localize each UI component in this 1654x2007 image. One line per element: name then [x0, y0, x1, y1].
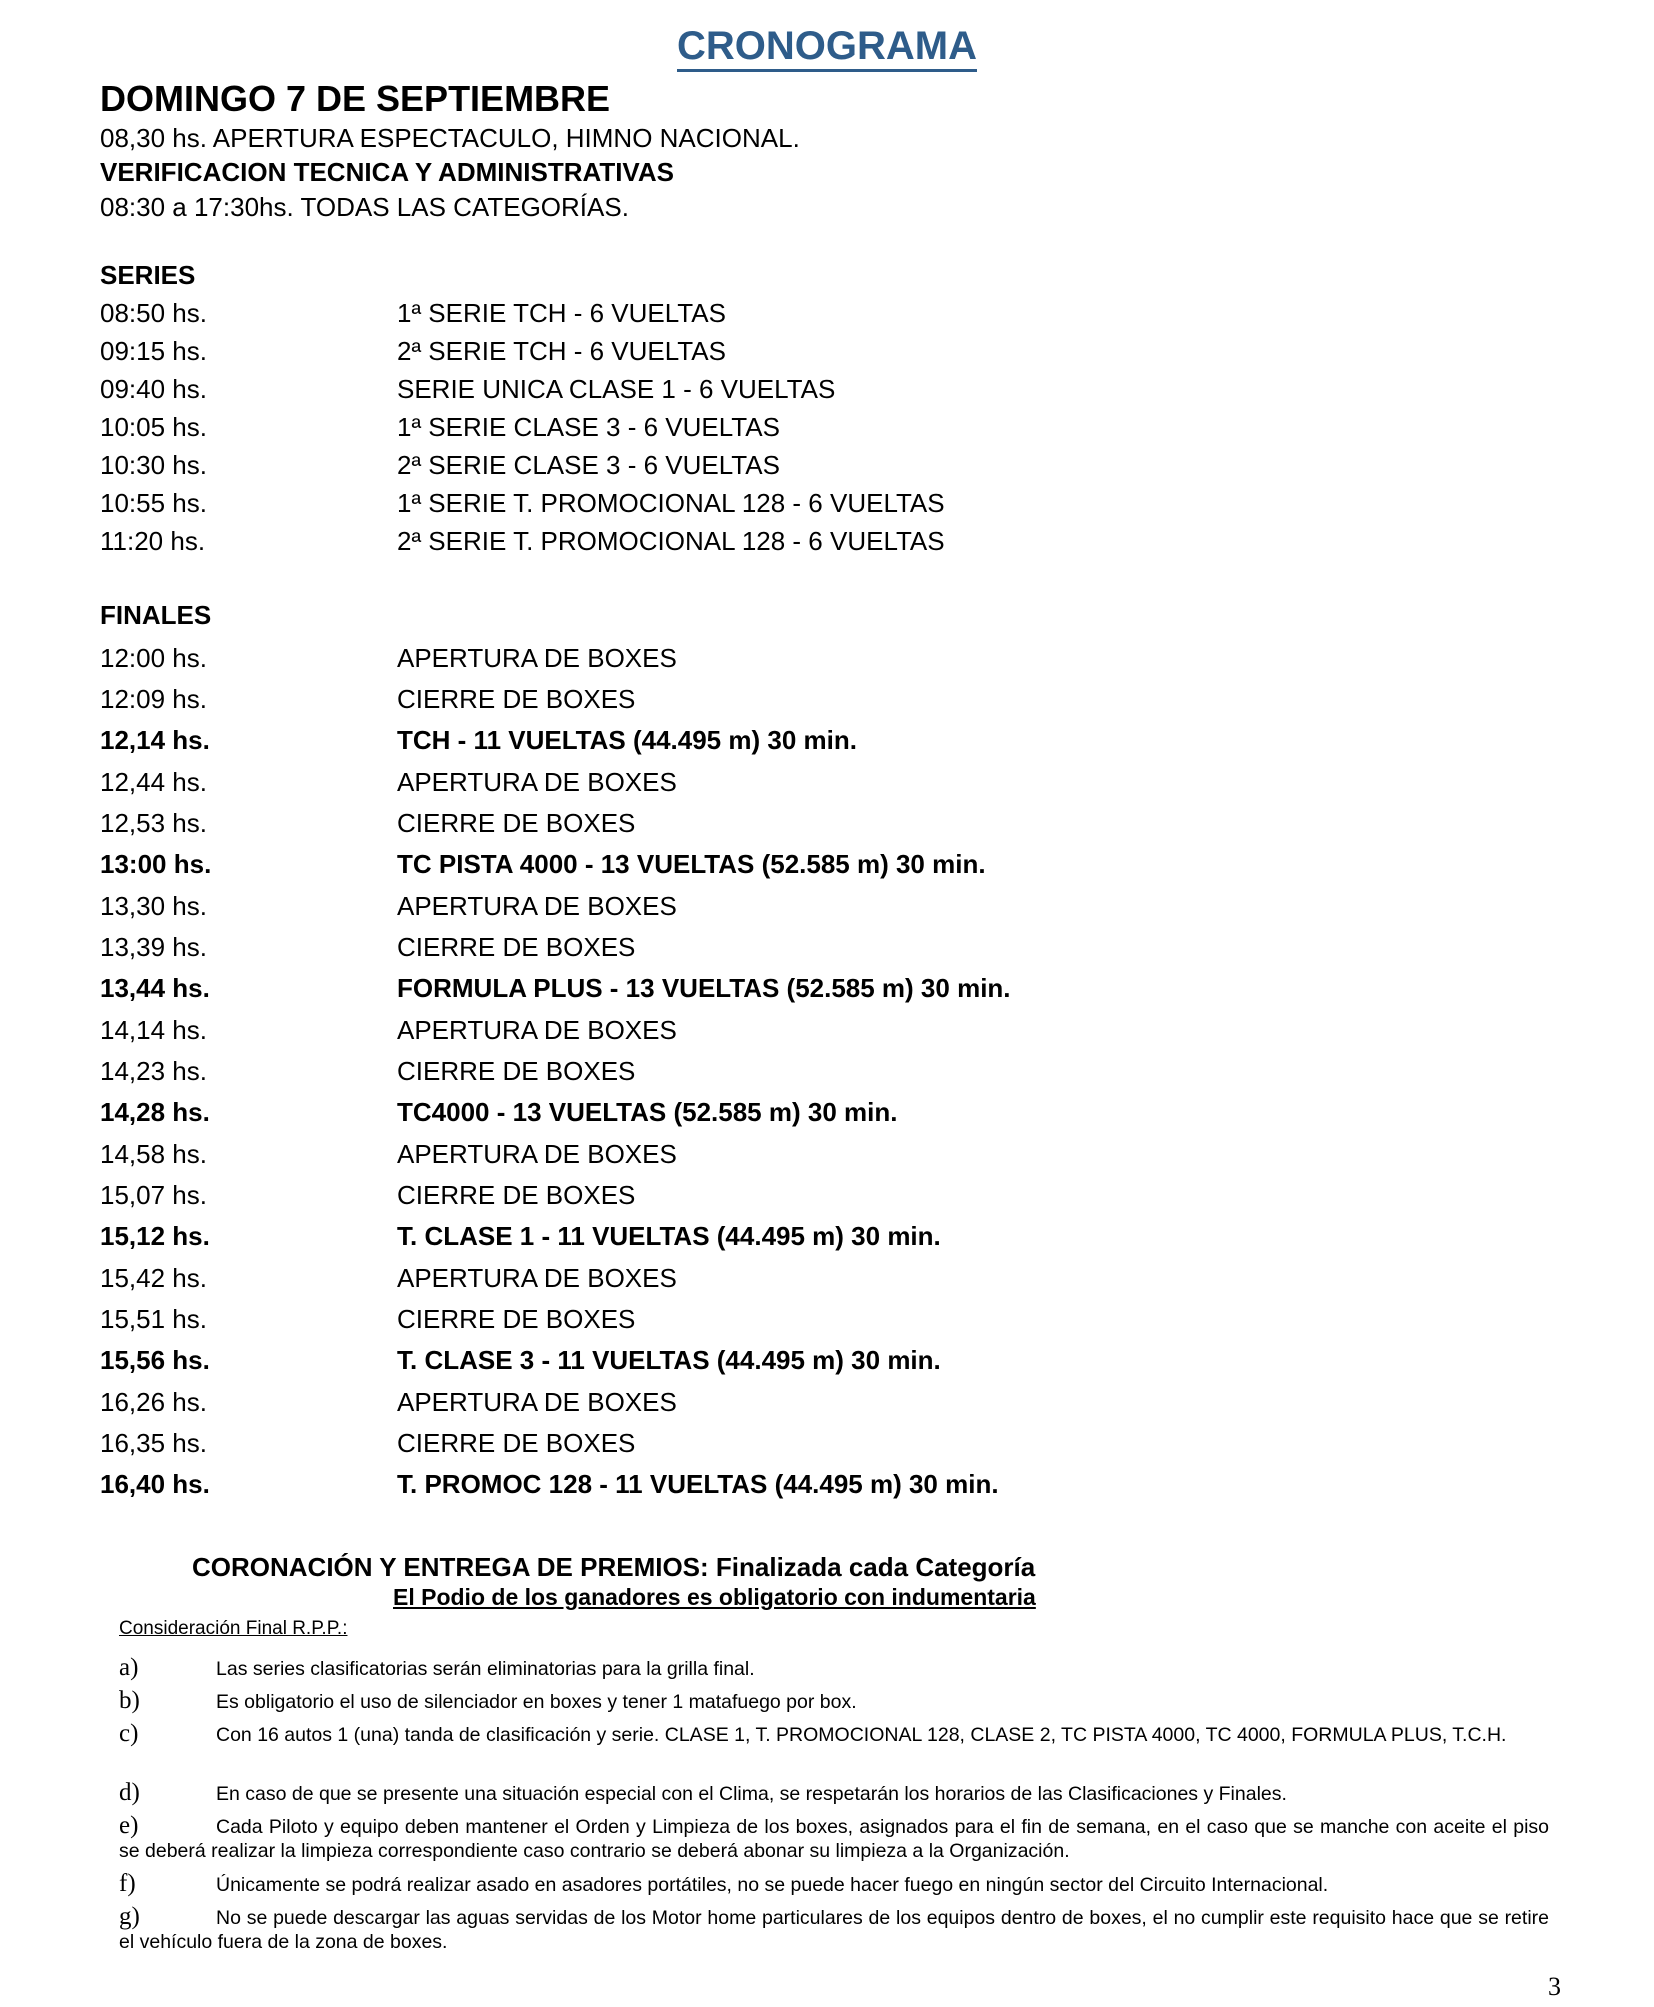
finales-desc: APERTURA DE BOXES — [397, 1139, 677, 1169]
finales-desc: T. CLASE 3 - 11 VUELTAS (44.495 m) 30 min. — [397, 1345, 941, 1375]
finales-time: 15,42 hs. — [100, 1263, 207, 1293]
finales-desc: APERTURA DE BOXES — [397, 891, 677, 921]
verification-time: 08:30 a 17:30hs. TODAS LAS CATEGORÍAS. — [100, 192, 629, 222]
series-desc: 1ª SERIE TCH - 6 VUELTAS — [397, 298, 726, 328]
finales-time: 12,14 hs. — [100, 725, 210, 755]
finales-time: 14,14 hs. — [100, 1015, 207, 1045]
finales-time: 13,39 hs. — [100, 932, 207, 962]
podium-notice: El Podio de los ganadores es obligatorio con indumentaria — [393, 1584, 1036, 1610]
note-item — [119, 1872, 1549, 1897]
finales-time: 12:00 hs. — [100, 643, 207, 673]
finales-desc: TC PISTA 4000 - 13 VUELTAS (52.585 m) 30 min. — [397, 849, 986, 879]
series-time: 08:50 hs. — [100, 298, 207, 328]
verification-heading: VERIFICACION TECNICA Y ADMINISTRATIVAS — [100, 157, 674, 187]
note-letter: b) — [119, 1687, 140, 1714]
finales-desc: APERTURA DE BOXES — [397, 767, 677, 797]
series-heading: SERIES — [100, 260, 196, 290]
finales-desc: CIERRE DE BOXES — [397, 1056, 636, 1086]
finales-desc: CIERRE DE BOXES — [397, 932, 636, 962]
note-item — [119, 1722, 1549, 1747]
note-item — [119, 1814, 1549, 1863]
finales-heading: FINALES — [100, 600, 212, 630]
finales-time: 12,53 hs. — [100, 808, 207, 838]
finales-time: 16,40 hs. — [100, 1469, 210, 1499]
series-desc: 2ª SERIE TCH - 6 VUELTAS — [397, 336, 726, 366]
page-number: 3 — [1548, 1972, 1561, 2001]
finales-time: 13,30 hs. — [100, 891, 207, 921]
note-item — [119, 1905, 1549, 1954]
finales-desc: CIERRE DE BOXES — [397, 1180, 636, 1210]
note-letter: g) — [119, 1903, 140, 1930]
final-considerations-label: Consideración Final R.P.P.: — [119, 1618, 348, 1639]
finales-time: 15,07 hs. — [100, 1180, 207, 1210]
finales-desc: TCH - 11 VUELTAS (44.495 m) 30 min. — [397, 725, 857, 755]
finales-desc: APERTURA DE BOXES — [397, 1015, 677, 1045]
finales-desc: T. CLASE 1 - 11 VUELTAS (44.495 m) 30 min. — [397, 1221, 941, 1251]
finales-time: 15,56 hs. — [100, 1345, 210, 1375]
series-time: 09:40 hs. — [100, 374, 207, 404]
note-item — [119, 1656, 1549, 1681]
finales-time: 15,51 hs. — [100, 1304, 207, 1334]
note-text: Con 16 autos 1 (una) tanda de clasificación y serie. CLASE 1, T. PROMOCIONAL 128, CLASE 2, TC PISTA 4000, TC 4000, FORMULA PLUS, T.C.H. — [216, 1724, 1507, 1746]
awards-heading: CORONACIÓN Y ENTREGA DE PREMIOS: Finalizada cada Categoría — [192, 1552, 1036, 1582]
finales-time: 13,44 hs. — [100, 973, 210, 1003]
finales-time: 16,35 hs. — [100, 1428, 207, 1458]
note-text: No se puede descargar las aguas servidas de los Motor home particulares de los equipos dentro de boxes, el no cumplir este requisito hace que se retire el vehículo fuera de la zona de boxes. — [119, 1907, 1549, 1953]
finales-time: 12:09 hs. — [100, 684, 207, 714]
finales-time: 12,44 hs. — [100, 767, 207, 797]
note-letter: e) — [119, 1812, 139, 1839]
finales-time: 13:00 hs. — [100, 849, 212, 879]
note-letter: f) — [119, 1870, 136, 1897]
note-text: Únicamente se podrá realizar asado en asadores portátiles, no se puede hacer fuego en ningún sector del Circuito Internacional. — [216, 1874, 1329, 1896]
finales-desc: CIERRE DE BOXES — [397, 1428, 636, 1458]
finales-desc: CIERRE DE BOXES — [397, 808, 636, 838]
finales-desc: APERTURA DE BOXES — [397, 643, 677, 673]
note-text: Cada Piloto y equipo deben mantener el Orden y Limpieza de los boxes, asignados para el fin de semana, en el caso que se manche con aceite el piso se deberá realizar la limpieza correspondiente caso contrario se deberá abonar su limpieza a la Organización. — [119, 1816, 1549, 1862]
note-text: En caso de que se presente una situación especial con el Clima, se respetarán los horarios de las Clasificaciones y Finales. — [216, 1783, 1287, 1805]
day-heading: DOMINGO 7 DE SEPTIEMBRE — [100, 78, 611, 119]
finales-time: 15,12 hs. — [100, 1221, 210, 1251]
page-title-text: CRONOGRAMA — [677, 24, 977, 72]
finales-time: 14,23 hs. — [100, 1056, 207, 1086]
series-time: 10:55 hs. — [100, 488, 207, 518]
note-text: Las series clasificatorias serán eliminatorias para la grilla final. — [216, 1658, 755, 1680]
finales-desc: APERTURA DE BOXES — [397, 1263, 677, 1293]
opening-line: 08,30 hs. APERTURA ESPECTACULO, HIMNO NACIONAL. — [100, 123, 800, 153]
finales-desc: T. PROMOC 128 - 11 VUELTAS (44.495 m) 30 min. — [397, 1469, 999, 1499]
series-desc: 1ª SERIE CLASE 3 - 6 VUELTAS — [397, 412, 780, 442]
finales-time: 16,26 hs. — [100, 1387, 207, 1417]
finales-desc: TC4000 - 13 VUELTAS (52.585 m) 30 min. — [397, 1097, 898, 1127]
series-desc: SERIE UNICA CLASE 1 - 6 VUELTAS — [397, 374, 836, 404]
note-item — [119, 1689, 1549, 1714]
finales-time: 14,58 hs. — [100, 1139, 207, 1169]
finales-desc: CIERRE DE BOXES — [397, 1304, 636, 1334]
series-time: 10:30 hs. — [100, 450, 207, 480]
series-time: 10:05 hs. — [100, 412, 207, 442]
series-time: 11:20 hs. — [100, 526, 206, 556]
finales-desc: FORMULA PLUS - 13 VUELTAS (52.585 m) 30 min. — [397, 973, 1011, 1003]
note-letter: a) — [119, 1654, 139, 1681]
note-letter: d) — [119, 1779, 140, 1806]
finales-desc: CIERRE DE BOXES — [397, 684, 636, 714]
series-desc: 1ª SERIE T. PROMOCIONAL 128 - 6 VUELTAS — [397, 488, 945, 518]
note-item — [119, 1781, 1549, 1806]
series-desc: 2ª SERIE T. PROMOCIONAL 128 - 6 VUELTAS — [397, 526, 945, 556]
series-desc: 2ª SERIE CLASE 3 - 6 VUELTAS — [397, 450, 780, 480]
finales-desc: APERTURA DE BOXES — [397, 1387, 677, 1417]
page-title — [0, 24, 1654, 69]
finales-time: 14,28 hs. — [100, 1097, 210, 1127]
note-letter: c) — [119, 1720, 139, 1747]
series-time: 09:15 hs. — [100, 336, 207, 366]
note-text: Es obligatorio el uso de silenciador en boxes y tener 1 matafuego por box. — [216, 1691, 857, 1713]
